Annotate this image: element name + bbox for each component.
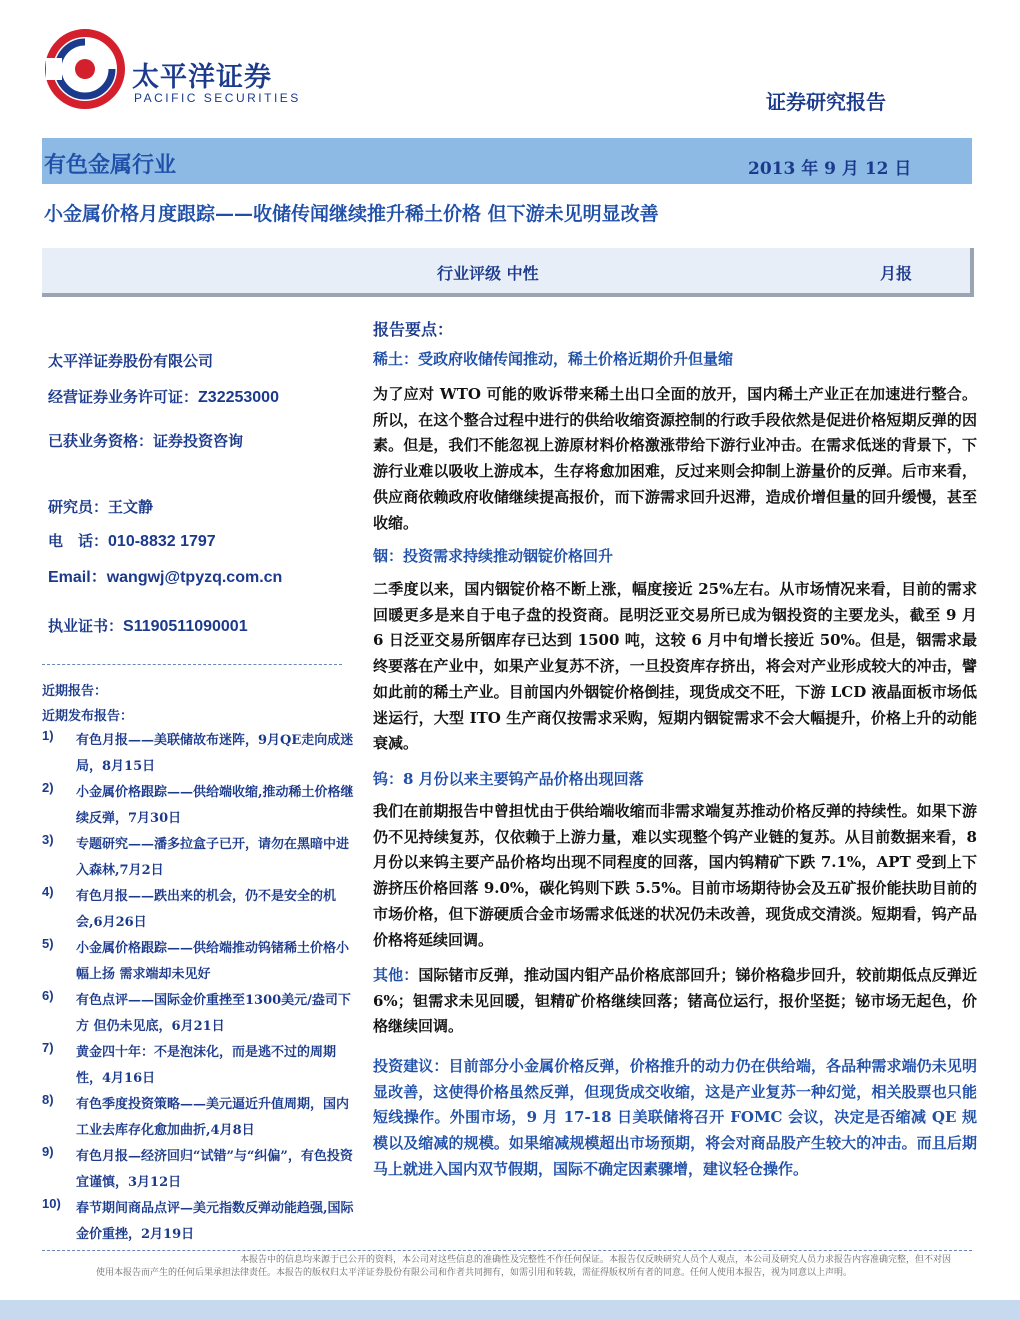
recent-reports-list [42, 728, 354, 1248]
list-item[interactable] [42, 728, 354, 780]
analyst-phone [48, 530, 216, 551]
analyst-name: 研究员：王文静 [48, 498, 154, 516]
list-item[interactable] [42, 1092, 354, 1144]
industry-label: 有色金属行业 [44, 152, 177, 178]
list-item-title: 有色点评——国际金价重挫至1300美元/盎司下方 但仍未见底，6月21日 [76, 993, 351, 1034]
list-item-number: 2) [42, 780, 54, 795]
report-kind-label: 证券研究报告 [766, 90, 886, 114]
list-item[interactable] [42, 936, 354, 988]
advice-lead: 投资建议： [373, 1057, 449, 1075]
recent-reports-heading: 近期报告： [42, 684, 108, 699]
license-value: Z32253000 [198, 389, 279, 406]
paragraph-others [373, 963, 977, 1040]
section-title-indium: 铟：投资需求持续推动铟锭价格回升 [373, 547, 614, 565]
summary-heading: 报告要点： [373, 320, 454, 339]
paragraph-indium: 二季度以来，国内铟锭价格不断上涨，幅度接近 25%左右。从市场情况来看，目前的需求回暖更多是来自于电子盘的投资商。昆明泛亚交易所已成为铟投资的主要龙头，截至 9 月 6 日泛亚交易所铟库存已达到 1500 吨，这较 6 月中旬增长接近 50%。但是，铟需求最终要落在产业中，如果产业复苏不济，一旦投资库存挤出，将会对产业形成较大的冲击，譬如此前的稀土产业。目前国内外铟锭价格倒挂，现货成交不旺，下游 LCD 液晶面板市场低迷运行，大型 ITO 生产商仅按需求采购，短期内铟锭需求不会大幅提升，价格上升的动能衰减。 [373, 580, 977, 753]
list-item-number: 4) [42, 884, 54, 899]
section-title-rare-earth: 稀土：受政府收储传闻推动，稀土价格近期价升但量缩 [373, 350, 734, 368]
list-item-number: 3) [42, 832, 54, 847]
email-value[interactable]: wangwj@tpyzq.com.cn [106, 569, 283, 586]
list-item[interactable] [42, 988, 354, 1040]
email-label: Email： [48, 569, 107, 586]
practice-certificate [48, 615, 248, 636]
report-period: 月报 [880, 264, 913, 283]
recent-published-heading: 近期发布报告： [42, 709, 134, 724]
report-date: 2013 年 9 月 12 日 [748, 159, 912, 179]
paragraph-tungsten: 我们在前期报告中曾担忧由于供给端收缩而非需求端复苏推动价格反弹的持续性。如果下游仍不见持续复苏，仅依赖于上游力量，难以实现整个钨产业链的复苏。从目前数据来看，8 月份以来钨主要产品价格均出现不同程度的回落，国内钨精矿下跌 7.1%，APT 受到上下游挤压价格回落 9.0%，碳化钨则下跌 5.5%。目前市场期待协会及五矿报价能扶助目前的市场价格，但下游硬质合金市场需求低迷的状况仍未改善，现货成交清淡。短期看，钨产品价格将延续回调。 [373, 802, 977, 949]
analyst-email [48, 564, 282, 587]
pacific-securities-logo [44, 28, 126, 110]
list-item-title: 有色季度投资策略——美元逼近升值周期，国内工业去库存化愈加曲折,4月8日 [76, 1097, 350, 1138]
list-item-title: 有色月报—经济回归“试错”与“纠偏”，有色投资宜谨慎，3月12日 [76, 1149, 353, 1190]
cert-label: 执业证书： [48, 617, 124, 635]
section-title-tungsten: 钨：8 月份以来主要钨产品价格出现回落 [373, 770, 644, 788]
list-item-number: 10) [42, 1196, 61, 1211]
footer-band [0, 1300, 1020, 1320]
business-license [48, 386, 279, 407]
list-item[interactable] [42, 1144, 354, 1196]
list-item-title: 春节期间商品点评—美元指数反弹动能趋强,国际金价重挫，2月19日 [76, 1201, 354, 1242]
footer-divider [42, 1250, 972, 1251]
phone-value: 010-8832 1797 [108, 533, 216, 550]
list-item-number: 8) [42, 1092, 54, 1107]
list-item-number: 1) [42, 728, 54, 743]
brand-name-en: PACIFIC SECURITIES [134, 91, 301, 105]
list-item[interactable] [42, 1040, 354, 1092]
list-item-title: 有色月报——跌出来的机会，仍不是安全的机会,6月26日 [76, 889, 337, 930]
paragraph-investment-advice [373, 1054, 977, 1183]
brand-name-cn: 太平洋证券 [132, 62, 272, 93]
cert-value: S1190511090001 [123, 618, 248, 635]
others-lead: 其他： [373, 966, 419, 984]
list-item-title: 小金属价格跟踪——供给端收缩,推动稀土价格继续反弹，7月30日 [76, 785, 354, 826]
advice-text: 目前部分小金属价格反弹，价格推升的动力仍在供给端，各品种需求端仍未见明显改善，这使得价格虽然反弹，但现货成交收缩，这是产业复苏一种幻觉，相关股票也只能短线操作。外围市场，9 月 17-18 日美联储将召开 FOMC 会议，决定是否缩减 QE 规模以及缩减的规模。如果缩减规模超出市场预期，将会对商品股产生较大的冲击。而且后期马上就进入国内双节假期，国际不确定因素骤增，建议轻仓操作。 [373, 1057, 977, 1178]
list-item-number: 6) [42, 988, 54, 1003]
report-title: 小金属价格月度跟踪——收储传闻继续推升稀土价格 但下游未见明显改善 [44, 203, 659, 225]
industry-rating: 行业评级 中性 [437, 264, 539, 283]
phone-label: 电 话： [48, 532, 109, 550]
list-item-title: 专题研究——潘多拉盒子已开，请勿在黑暗中进入森林,7月2日 [76, 837, 350, 878]
others-text: 国际锗市反弹，推动国内钼产品价格底部回升；锑价格稳步回升，较前期低点反弹近 6%；钽需求未见回暖，钽精矿价格继续回落；锗高位运行，报价坚挺；铋市场无起色，价格继续回调。 [373, 966, 977, 1036]
license-label: 经营证券业务许可证： [48, 388, 199, 406]
list-item-title: 小金属价格跟踪——供给端推动钨锗稀土价格小幅上扬 需求端却未见好 [76, 941, 350, 982]
list-item[interactable] [42, 884, 354, 936]
list-item-title: 有色月报——美联储故布迷阵，9月QE走向成迷局，8月15日 [76, 733, 354, 774]
list-item[interactable] [42, 1196, 354, 1248]
company-name: 太平洋证券股份有限公司 [48, 352, 214, 370]
business-qualification: 已获业务资格：证券投资咨询 [48, 432, 244, 450]
disclaimer: 本报告中的信息均来源于已公开的资料，本公司对这些信息的准确性及完整性不作任何保证。本报告仅反映研究人员个人观点，本公司及研究人员力求报告内容准确完整，但不对因使用本报告而产生的任何后果承担法律责任。本报告的版权归太平洋证券股份有限公司和作者共同拥有，如需引用和转载，需征得版权所有者的同意。任何人使用本报告，视为同意以上声明。 [96, 1255, 952, 1278]
list-item[interactable] [42, 780, 354, 832]
list-item-title: 黄金四十年：不是泡沫化，而是逃不过的周期性，4月16日 [76, 1045, 337, 1086]
list-item[interactable] [42, 832, 354, 884]
list-item-number: 9) [42, 1144, 54, 1159]
paragraph-rare-earth: 为了应对 WTO 可能的败诉带来稀土出口全面的放开，国内稀土产业正在加速进行整合。所以，在这个整合过程中进行的供给收缩资源控制的行政手段依然是促进价格短期反弹的因素。但是，我们不能忽视上游原材料价格激涨带给下游行业冲击。在需求低迷的背景下，下游行业难以吸收上游成本，生存将愈加困难，反过来则会抑制上游量价的反弹。后市来看，供应商依赖政府收储继续提高报价，而下游需求回升迟滞，造成价增但量的回升缓慢，甚至收缩。 [373, 385, 977, 532]
divider [42, 664, 342, 665]
list-item-number: 5) [42, 936, 54, 951]
list-item-number: 7) [42, 1040, 54, 1055]
